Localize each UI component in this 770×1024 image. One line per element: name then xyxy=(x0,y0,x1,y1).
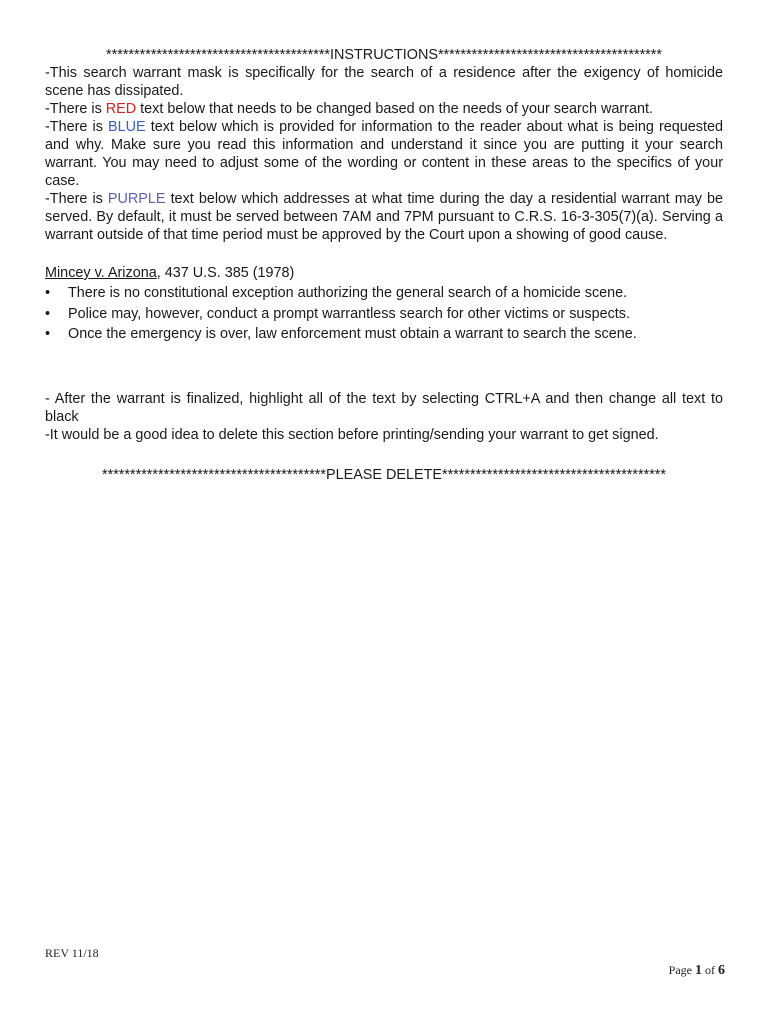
case-citation xyxy=(45,264,723,282)
list-item xyxy=(45,305,723,323)
purple-note-prefix: -There is xyxy=(45,191,108,207)
please-delete-banner: ****************************************PLEASE DELETE**************************************** xyxy=(102,466,666,483)
intro-scope-paragraph: -This search warrant mask is specifically for the search of a residence after the exigency of homicide scene has dissipated. xyxy=(45,65,723,99)
page-number xyxy=(669,961,725,980)
bullet-icon: • xyxy=(45,326,51,342)
purple-word: PURPLE xyxy=(107,191,166,207)
case-name: Mincey v. Arizona xyxy=(45,265,157,281)
instructions-banner: ****************************************INSTRUCTIONS**************************************** xyxy=(106,47,662,63)
blue-word: BLUE xyxy=(108,119,146,135)
blue-note-prefix: -There is xyxy=(45,119,108,135)
case-reporter: , 437 U.S. 385 (1978) xyxy=(156,265,295,281)
bullet-icon: • xyxy=(45,285,51,301)
red-text-note xyxy=(45,100,723,118)
holding-text: Once the emergency is over, law enforcement must obtain a warrant to search the scene. xyxy=(68,326,637,342)
list-item xyxy=(45,325,723,343)
finalize-instruction: - After the warrant is finalized, highlight all of the text by selecting CTRL+A and then change all text to black xyxy=(45,390,723,425)
spacer xyxy=(45,244,723,264)
holding-text: Police may, however, conduct a prompt warrantless search for other victims or suspects. xyxy=(68,305,630,322)
document-page xyxy=(45,46,723,484)
blue-text-note xyxy=(45,118,723,190)
red-note-prefix: -There is xyxy=(45,101,106,117)
holding-text: There is no constitutional exception authorizing the general search of a homicide scene. xyxy=(68,285,628,301)
spacer xyxy=(45,346,723,390)
delete-advice: -It would be a good idea to delete this section before printing/sending your warrant to get signed. xyxy=(45,426,659,443)
blue-note-suffix: text below which is provided for information to the reader about what is being requested and why. Make sure you read this information and understand it since you are putting it your search warrant. You may need to adjust some of the wording or content in these areas to the specifics of your case. xyxy=(45,119,723,189)
spacer xyxy=(45,444,723,466)
page-of-label: of xyxy=(702,963,718,977)
page-total: 6 xyxy=(718,963,725,978)
bullet-icon: • xyxy=(45,305,51,322)
red-word: RED xyxy=(105,101,137,117)
case-holdings-list xyxy=(45,284,723,343)
revision-label: REV 11/18 xyxy=(45,946,99,960)
red-note-suffix: text below that needs to be changed based on the needs of your search warrant. xyxy=(136,101,653,117)
purple-note-suffix: text below which addresses at what time during the day a residential warrant may be served. By default, it must be served between 7AM and 7PM pursuant to C.R.S. 16-3-305(7)(a). Serving a warrant outside of that time period must be approved by the Court upon a showing of good cause. xyxy=(45,191,723,243)
page-label: Page xyxy=(668,963,695,977)
page-current: 1 xyxy=(695,963,702,978)
list-item xyxy=(45,284,723,302)
purple-text-note xyxy=(45,190,723,244)
